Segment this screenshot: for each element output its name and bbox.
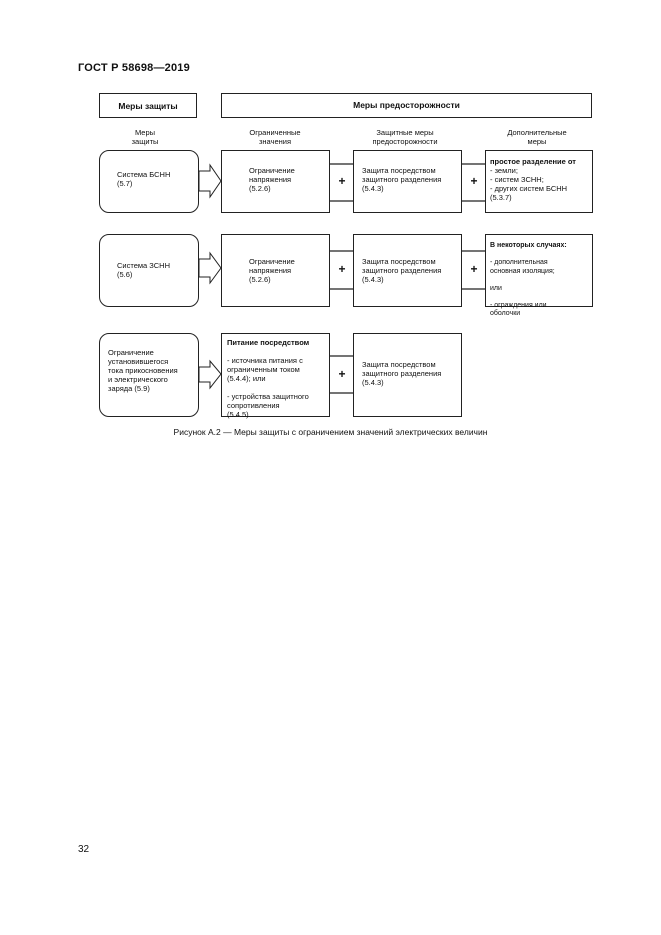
row2-limited-text: Ограничение напряжения (5.2.6) — [249, 257, 295, 284]
row3-limited-list — [227, 347, 309, 428]
row2-additional-box — [485, 234, 593, 317]
page-number: 32 — [78, 844, 90, 855]
plus-row3-a: + — [338, 367, 346, 381]
row2-protective-box — [353, 234, 462, 307]
row3-protection-box — [99, 333, 199, 417]
row2-additional-content — [490, 242, 567, 327]
list-item: - источника питания с ограниченным током (5.4.4); или — [227, 356, 303, 383]
row2-protection-box — [99, 234, 199, 307]
row3-limited-box — [221, 333, 330, 417]
arrow-row2 — [199, 253, 221, 283]
row3-protection-text: Ограничение установившегося тока прикосновения и электрического заряда (5.9) — [108, 348, 178, 393]
row1-protective-box — [353, 150, 462, 213]
arrow-row3 — [199, 361, 221, 388]
row1-limited-text: Ограничение напряжения (5.2.6) — [249, 166, 295, 193]
row1-protection-box — [99, 150, 199, 213]
row1-additional-ref: (5.3.7) — [490, 193, 512, 202]
list-item: - дополнительная основная изоляция; — [490, 259, 555, 275]
row1-additional-title: простое разделение от — [490, 157, 576, 166]
row3-protective-text: Защита посредством защитного разделения (5.4.3) — [362, 360, 442, 387]
list-item: - земли; — [490, 166, 518, 175]
row2-additional-list — [490, 251, 567, 328]
row3-protective-box — [353, 333, 462, 417]
list-item: или — [490, 284, 502, 292]
header-protection-label: Меры защиты — [118, 100, 178, 111]
row1-additional-box — [485, 150, 593, 213]
plus-row1-a: + — [338, 174, 346, 188]
list-item: - других систем БСНН — [490, 184, 568, 193]
row1-protection-text: Система БСНН (5.7) — [117, 170, 171, 188]
plus-row1-b: + — [470, 174, 478, 188]
column-header-protective: Защитные меры предосторожности — [372, 128, 438, 146]
list-item: - систем ЗСНН; — [490, 175, 544, 184]
column-header-protection: Меры защиты — [131, 128, 159, 146]
row3-limited-title: Питание посредством — [227, 338, 310, 347]
arrow-row1 — [199, 165, 221, 197]
figure-caption: Рисунок А.2 — Меры защиты с ограничением значений электрических величин — [173, 427, 488, 437]
list-item: - ограждения или оболочки — [490, 301, 547, 317]
row2-limited-box — [221, 234, 330, 307]
header-precaution-label: Меры предосторожности — [353, 100, 460, 110]
row1-limited-box — [221, 150, 330, 213]
row2-protective-text: Защита посредством защитного разделения (5.4.3) — [362, 257, 442, 284]
row1-additional-content — [490, 157, 576, 202]
row2-additional-title: В некоторых случаях: — [490, 242, 567, 249]
row2-protection-text: Система ЗСНН (5.6) — [117, 261, 170, 279]
plus-row2-a: + — [338, 262, 346, 276]
document-code: ГОСТ Р 58698—2019 — [78, 62, 190, 74]
plus-row2-b: + — [470, 262, 478, 276]
row1-protective-text: Защита посредством защитного разделения (5.4.3) — [362, 166, 442, 193]
row1-additional-list — [490, 166, 576, 193]
list-item: - устройства защитного сопротивления (5.4.5) — [227, 392, 309, 419]
row3-limited-content — [227, 338, 309, 428]
column-header-limited: Ограниченные значения — [249, 128, 301, 146]
column-header-additional: Дополнительные меры — [507, 128, 567, 146]
